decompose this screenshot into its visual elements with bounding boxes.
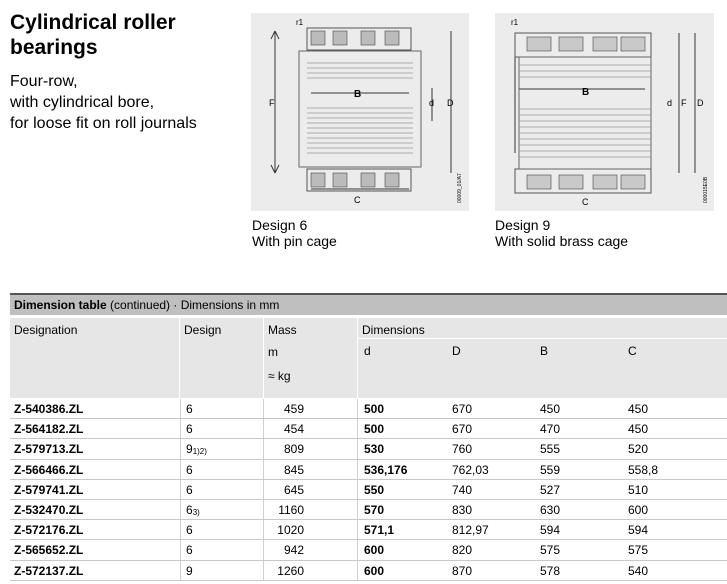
cell-d: 500 [364, 402, 385, 416]
label-r1: r1 [511, 18, 519, 27]
header-D: D [452, 344, 461, 358]
label-d: d [667, 98, 673, 108]
cell-design: 6 [186, 523, 193, 538]
cell-C: 450 [628, 422, 649, 437]
header-mass-symbol: m [268, 345, 278, 359]
design-6-caption [252, 217, 337, 249]
cell-designation: Z-540386.ZL [14, 402, 84, 416]
header-dimensions-label: Dimensions [362, 323, 425, 337]
table-row [10, 399, 727, 419]
page-subtitle [10, 71, 240, 134]
cell-mass: 645 [283, 482, 304, 497]
cell-design: 9 [186, 563, 193, 578]
cell-C: 600 [628, 503, 649, 517]
label-B: B [582, 87, 590, 98]
table-row [10, 500, 727, 520]
table-row [10, 520, 727, 540]
design-cage: With solid brass cage [495, 233, 629, 249]
cell-C: 594 [628, 523, 649, 538]
cell-mass: 845 [283, 462, 304, 477]
drawing-code: 000015E0B [703, 176, 709, 203]
header-mass-unit: ≈ kg [268, 369, 291, 383]
cell-C: 575 [628, 543, 649, 558]
header-design-label: Design [184, 323, 222, 337]
cell-d: 600 [364, 563, 385, 578]
cell-D: 670 [452, 422, 473, 437]
cell-d: 570 [364, 503, 385, 517]
table-row [10, 540, 727, 560]
header-mass [264, 318, 358, 398]
cell-designation: Z-565652.ZL [14, 543, 84, 558]
header-design [180, 318, 264, 398]
label-D: D [447, 98, 454, 108]
label-B: B [354, 89, 362, 100]
table-row [10, 439, 727, 459]
header-d: d [364, 344, 371, 358]
cell-designation: Z-532470.ZL [14, 503, 84, 517]
table-title-bold: Dimension table [14, 298, 107, 312]
table-row [10, 561, 727, 581]
label-F: F [681, 98, 687, 108]
drawing-code: 00009_01/A7 [457, 173, 463, 203]
cell-D: 762,03 [452, 462, 489, 477]
label-F: F [269, 98, 275, 108]
footnote-ref: 1)2) [192, 447, 207, 457]
cell-C: 540 [628, 563, 649, 578]
header-dimensions [358, 318, 727, 398]
header-mass-label: Mass [268, 323, 297, 337]
cell-mass: 1260 [277, 563, 304, 578]
cell-d: 536,176 [364, 462, 408, 477]
cell-D: 830 [452, 503, 473, 517]
header-designation-label: Designation [14, 323, 78, 337]
cell-design: 6 [186, 543, 193, 558]
design-6-drawing [251, 13, 469, 211]
bearing-section-pin-cage [251, 13, 469, 211]
label-d: d [429, 98, 435, 108]
table-title [10, 293, 727, 315]
cell-B: 630 [540, 503, 561, 517]
label-D: D [697, 98, 704, 108]
cell-design: 6 [186, 462, 193, 477]
cell-C: 558,8 [628, 462, 659, 477]
cell-d: 550 [364, 482, 385, 497]
label-C: C [582, 197, 589, 207]
cell-design: 6$^{3)}$ [186, 503, 200, 517]
design-9-drawing [495, 13, 714, 211]
cell-D: 870 [452, 563, 473, 578]
cell-mass: 942 [283, 543, 304, 558]
cell-B: 559 [540, 462, 561, 477]
cell-design: 6 [186, 422, 193, 437]
header-B: B [540, 344, 549, 358]
cell-mass: 1160 [278, 503, 304, 517]
label-C: C [354, 195, 361, 205]
cell-B: 470 [540, 422, 561, 437]
table-row [10, 480, 727, 500]
bearing-section-brass-cage [495, 13, 714, 211]
cell-D: 812,97 [452, 523, 489, 538]
header-designation [10, 318, 180, 398]
cell-D: 760 [452, 442, 473, 457]
cell-design: 6 [186, 482, 193, 497]
cell-designation: Z-566466.ZL [14, 462, 84, 477]
cell-B: 578 [540, 563, 561, 578]
label-r1: r1 [296, 18, 304, 27]
cell-D: 670 [452, 402, 473, 416]
cell-designation: Z-572137.ZL [14, 563, 84, 578]
design-name: Design 9 [495, 217, 551, 233]
cell-design: $9^{1)2)}$ [186, 442, 207, 457]
page-title: Cylindrical roller bearings [10, 11, 176, 59]
table-row [10, 419, 727, 439]
cell-C: 520 [628, 442, 649, 457]
cell-designation: Z-564182.ZL [14, 422, 84, 437]
cell-B: 555 [540, 442, 561, 457]
cell-B: 527 [540, 482, 561, 497]
cell-C: 450 [628, 402, 649, 416]
cell-designation: Z-572176.ZL [14, 523, 84, 538]
design-cage: With pin cage [252, 233, 337, 249]
table-title-rest: (continued) · Dimensions in mm [106, 298, 280, 312]
cell-B: 594 [540, 523, 561, 538]
cell-d: 571,1 [364, 523, 395, 538]
cell-designation: Z-579713.ZL [14, 442, 84, 457]
design-9-caption [495, 217, 628, 249]
subtitle-line: with cylindrical bore, [10, 94, 155, 111]
cell-C: 510 [628, 482, 649, 497]
cell-mass: 1020 [277, 523, 304, 538]
cell-B: 575 [540, 543, 561, 558]
cell-mass: 809 [283, 442, 304, 457]
footnote-ref: 3) [192, 508, 200, 517]
table-header [10, 318, 727, 398]
subtitle-line: for loose fit on roll journals [10, 115, 197, 132]
row-divider [10, 580, 727, 581]
cell-B: 450 [540, 402, 561, 416]
header-C: C [628, 344, 637, 358]
cell-d: 530 [364, 442, 385, 457]
cell-design: 6 [186, 402, 193, 416]
cell-d: 500 [364, 422, 385, 437]
subtitle-line: Four-row, [10, 73, 78, 90]
cell-mass: 459 [283, 402, 304, 416]
table-row [10, 460, 727, 480]
cell-d: 600 [364, 543, 385, 558]
design-name: Design 6 [252, 217, 308, 233]
cell-mass: 454 [283, 422, 304, 437]
cell-D: 740 [452, 482, 473, 497]
cell-D: 820 [452, 543, 473, 558]
cell-designation: Z-579741.ZL [14, 482, 84, 497]
